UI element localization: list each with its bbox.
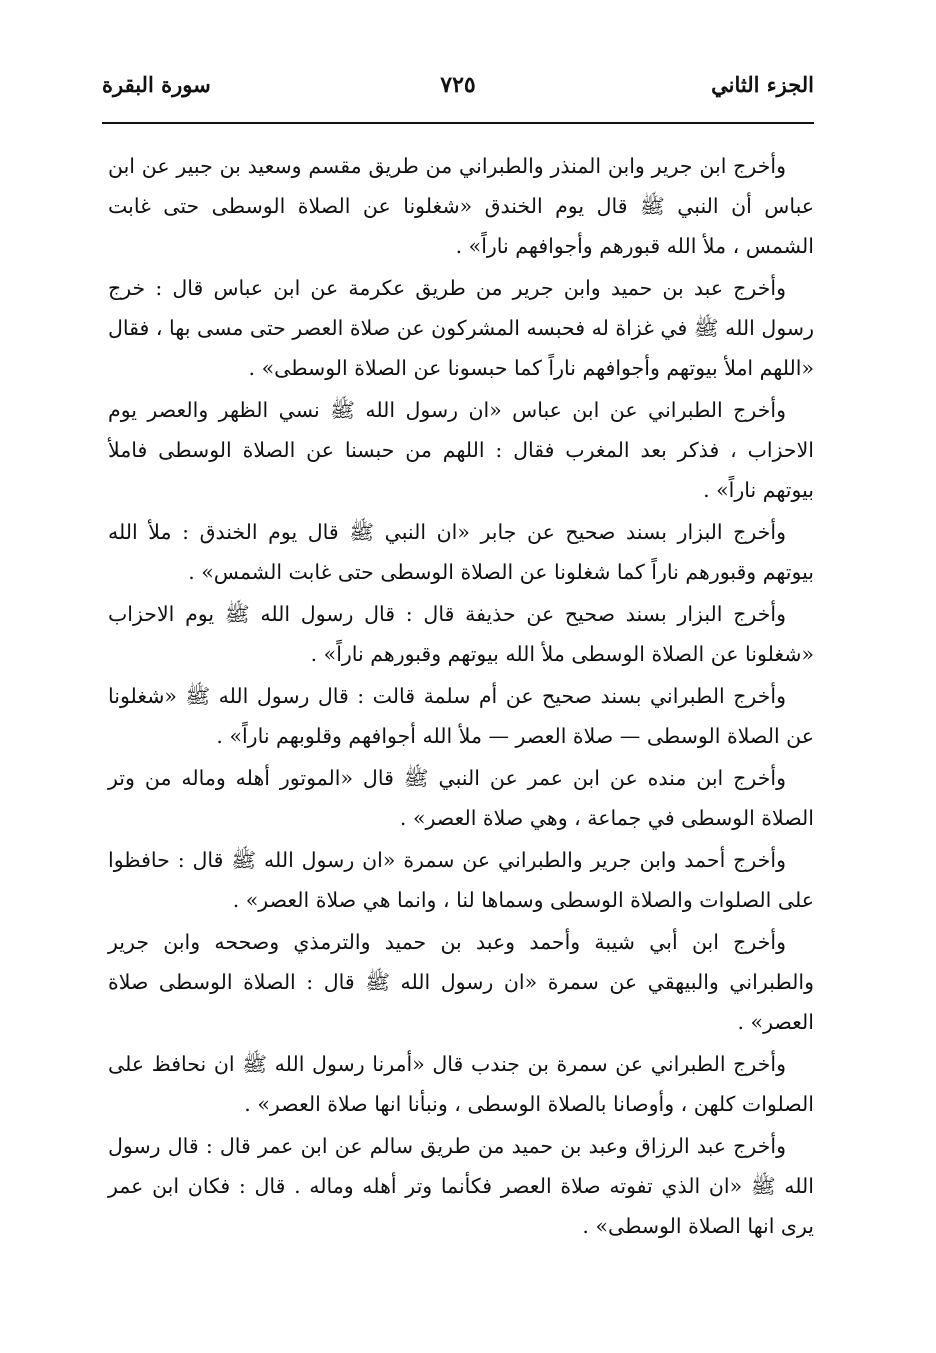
- surah-title: سورة البقرة: [102, 72, 211, 97]
- paragraph: وأخرج الطبراني بسند صحيح عن أم سلمة قالت : قال رسول الله ﷺ «شغلونا عن الصلاة الوسطى — صلاة العصر — ملأ الله أجوافهم وقلوبهم ناراً» .: [108, 684, 814, 748]
- paragraph: وأخرج الطبراني عن ابن عباس «ان رسول الله ﷺ نسي الظهر والعصر يوم الاحزاب ، فذكر بعد المغرب فقال : اللهم من حبسنا عن الصلاة الوسطى فاملأ بيوتهم ناراً» .: [108, 398, 814, 502]
- paragraph: وأخرج ابن جرير وابن المنذر والطبراني من طريق مقسم وسعيد بن جبير عن ابن عباس أن النبي ﷺ قال يوم الخندق «شغلونا عن الصلاة الوسطى حتى غابت الشمس ، ملأ الله قبورهم وأجوافهم ناراً» .: [108, 154, 814, 258]
- paragraph: وأخرج أحمد وابن جرير والطبراني عن سمرة «ان رسول الله ﷺ قال : حافظوا على الصلوات والصلاة الوسطى وسماها لنا ، وانما هي صلاة العصر» .: [108, 848, 814, 912]
- header-divider: [102, 122, 814, 124]
- paragraph: وأخرج عبد بن حميد وابن جرير من طريق عكرمة عن ابن عباس قال : خرج رسول الله ﷺ في غزاة له فحبسه المشركون عن صلاة العصر حتى مسى بها ، فقال «اللهم املأ بيوتهم وأجوافهم ناراً كما حبسونا عن الصلاة الوسطى» .: [108, 276, 814, 380]
- paragraph: وأخرج ابن أبي شيبة وأحمد وعبد بن حميد والترمذي وصححه وابن جرير والطبراني والبيهقي عن سمرة «ان رسول الله ﷺ قال : الصلاة الوسطى صلاة العصر» .: [108, 930, 814, 1034]
- paragraph: وأخرج عبد الرزاق وعبد بن حميد من طريق سالم عن ابن عمر قال : قال رسول الله ﷺ «ان الذي تفوته صلاة العصر فكأنما وتر أهله وماله . قال : فكان ابن عمر يرى انها الصلاة الوسطى» .: [108, 1134, 814, 1238]
- paragraph: وأخرج البزار بسند صحيح عن حذيفة قال : قال رسول الله ﷺ يوم الاحزاب «شغلونا عن الصلاة الوسطى ملأ الله بيوتهم وقبورهم ناراً» .: [108, 602, 814, 666]
- paragraph: وأخرج البزار بسند صحيح عن جابر «ان النبي ﷺ قال يوم الخندق : ملأ الله بيوتهم وقبورهم ناراً كما شغلونا عن الصلاة الوسطى حتى غابت الشمس» .: [108, 520, 814, 584]
- paragraph: وأخرج ابن منده عن ابن عمر عن النبي ﷺ قال «الموتور أهله وماله من وتر الصلاة الوسطى في جماعة ، وهي صلاة العصر» .: [108, 766, 814, 830]
- page-header: [102, 68, 814, 108]
- paragraph: وأخرج الطبراني عن سمرة بن جندب قال «أمرنا رسول الله ﷺ ان نحافظ على الصلوات كلهن ، وأوصانا بالصلاة الوسطى ، ونبأنا انها صلاة العصر» .: [108, 1052, 814, 1116]
- page-body: [108, 146, 814, 1248]
- volume-title: الجزء الثاني: [711, 72, 814, 97]
- page-number: ٧٢٥: [440, 72, 476, 98]
